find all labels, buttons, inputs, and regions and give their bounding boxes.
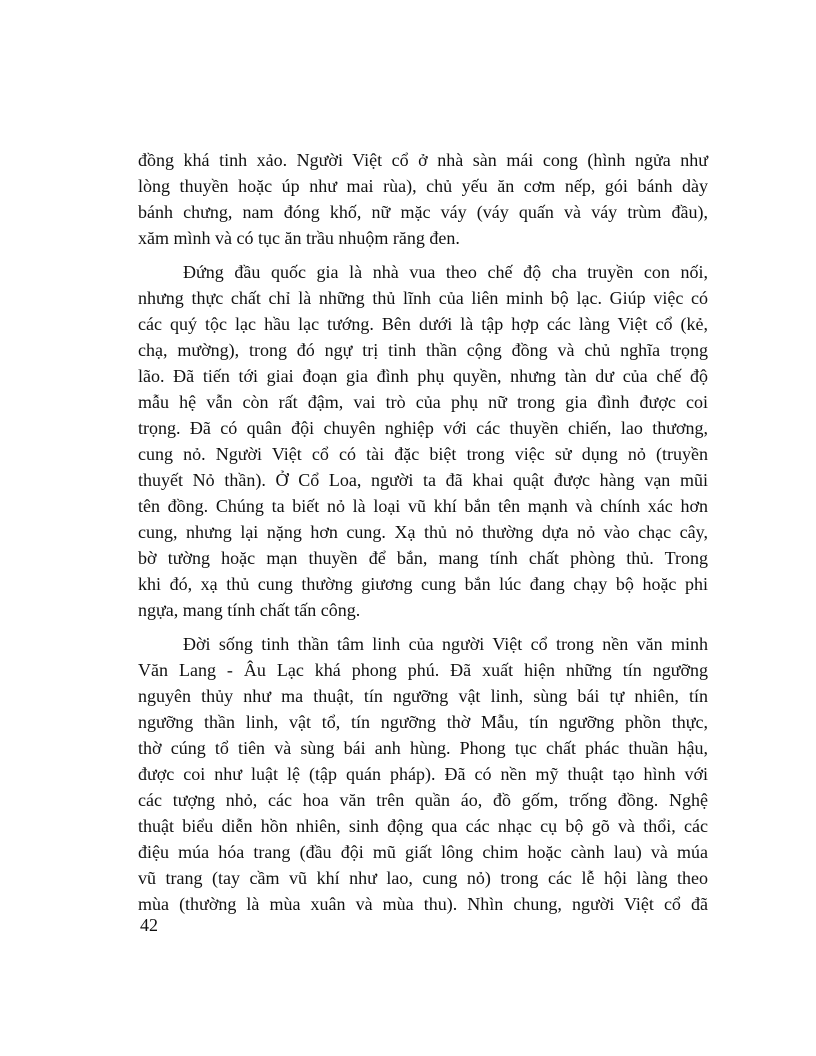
text-line: Văn Lang - Âu Lạc khá phong phú. Đã xuất hiện những tín ngưỡng [138, 660, 708, 680]
paragraph-1 [138, 147, 708, 251]
text-line: thờ cúng tổ tiên và sùng bái anh hùng. Phong tục chất phác thuần hậu, [138, 738, 708, 758]
text-line: nhưng thực chất chỉ là những thủ lĩnh của liên minh bộ lạc. Giúp việc có [138, 288, 708, 308]
text-line: lão. Đã tiến tới giai đoạn gia đình phụ quyền, nhưng tàn dư của chế độ [138, 366, 708, 386]
page-number: 42 [140, 915, 158, 935]
text-line: mùa (thường là mùa xuân và mùa thu). Nhìn chung, người Việt cổ đã [138, 894, 708, 914]
paragraph-2 [138, 259, 708, 623]
text-line: cung nỏ. Người Việt cổ có tài đặc biệt trong việc sử dụng nỏ (truyền [138, 444, 708, 464]
text-line: mẫu hệ vẫn còn rất đậm, vai trò của phụ nữ trong gia đình được coi [138, 392, 708, 412]
text-line: đồng khá tinh xảo. Người Việt cổ ở nhà sàn mái cong (hình ngửa như [138, 150, 708, 170]
page-body [138, 147, 708, 925]
text-line: xăm mình và có tục ăn trầu nhuộm răng đen. [138, 228, 460, 248]
text-line: được coi như luật lệ (tập quán pháp). Đã có nền mỹ thuật tạo hình với [138, 764, 708, 784]
text-line: Đời sống tinh thần tâm linh của người Việt cổ trong nền văn minh [183, 634, 708, 654]
text-line: điệu múa hóa trang (đầu đội mũ giất lông chim hoặc cành lau) và múa [138, 842, 708, 862]
text-line: khi đó, xạ thủ cung thường giương cung bắn lúc đang chạy bộ hoặc phi [138, 574, 708, 594]
text-line: nguyên thủy như ma thuật, tín ngưỡng vật linh, sùng bái tự nhiên, tín [138, 686, 708, 706]
text-line: chạ, mường), trong đó ngự trị tinh thần cộng đồng và chủ nghĩa trọng [138, 340, 708, 360]
text-line: Đứng đầu quốc gia là nhà vua theo chế độ cha truyền con nối, [183, 262, 708, 282]
text-line: vũ trang (tay cầm vũ khí như lao, cung nỏ) trong các lễ hội làng theo [138, 868, 708, 888]
text-line: thuật biểu diễn hồn nhiên, sinh động qua các nhạc cụ bộ gõ và thổi, các [138, 816, 708, 836]
text-line: trọng. Đã có quân đội chuyên nghiệp với các thuyền chiến, lao thương, [138, 418, 708, 438]
text-line: ngưỡng thần linh, vật tổ, tín ngưỡng thờ Mẫu, tín ngưỡng phồn thực, [138, 712, 708, 732]
text-line: thuyết Nỏ thần). Ở Cổ Loa, người ta đã khai quật được hàng vạn mũi [138, 470, 708, 490]
text-line: bánh chưng, nam đóng khố, nữ mặc váy (váy quấn và váy trùm đầu), [138, 202, 708, 222]
text-line: tên đồng. Chúng ta biết nỏ là loại vũ khí bắn tên mạnh và chính xác hơn [138, 496, 708, 516]
paragraph-3 [138, 631, 708, 917]
text-line: các tượng nhỏ, các hoa văn trên quần áo, đồ gốm, trống đồng. Nghệ [138, 790, 708, 810]
text-line: lòng thuyền hoặc úp như mai rùa), chủ yếu ăn cơm nếp, gói bánh dày [138, 176, 708, 196]
text-line: các quý tộc lạc hầu lạc tướng. Bên dưới là tập hợp các làng Việt cổ (kẻ, [138, 314, 708, 334]
text-line: ngựa, mang tính chất tấn công. [138, 600, 361, 620]
text-line: bờ tường hoặc mạn thuyền để bắn, mang tính chất phòng thủ. Trong [138, 548, 708, 568]
text-line: cung, nhưng lại nặng hơn cung. Xạ thủ nỏ thường dựa nỏ vào chạc cây, [138, 522, 708, 542]
